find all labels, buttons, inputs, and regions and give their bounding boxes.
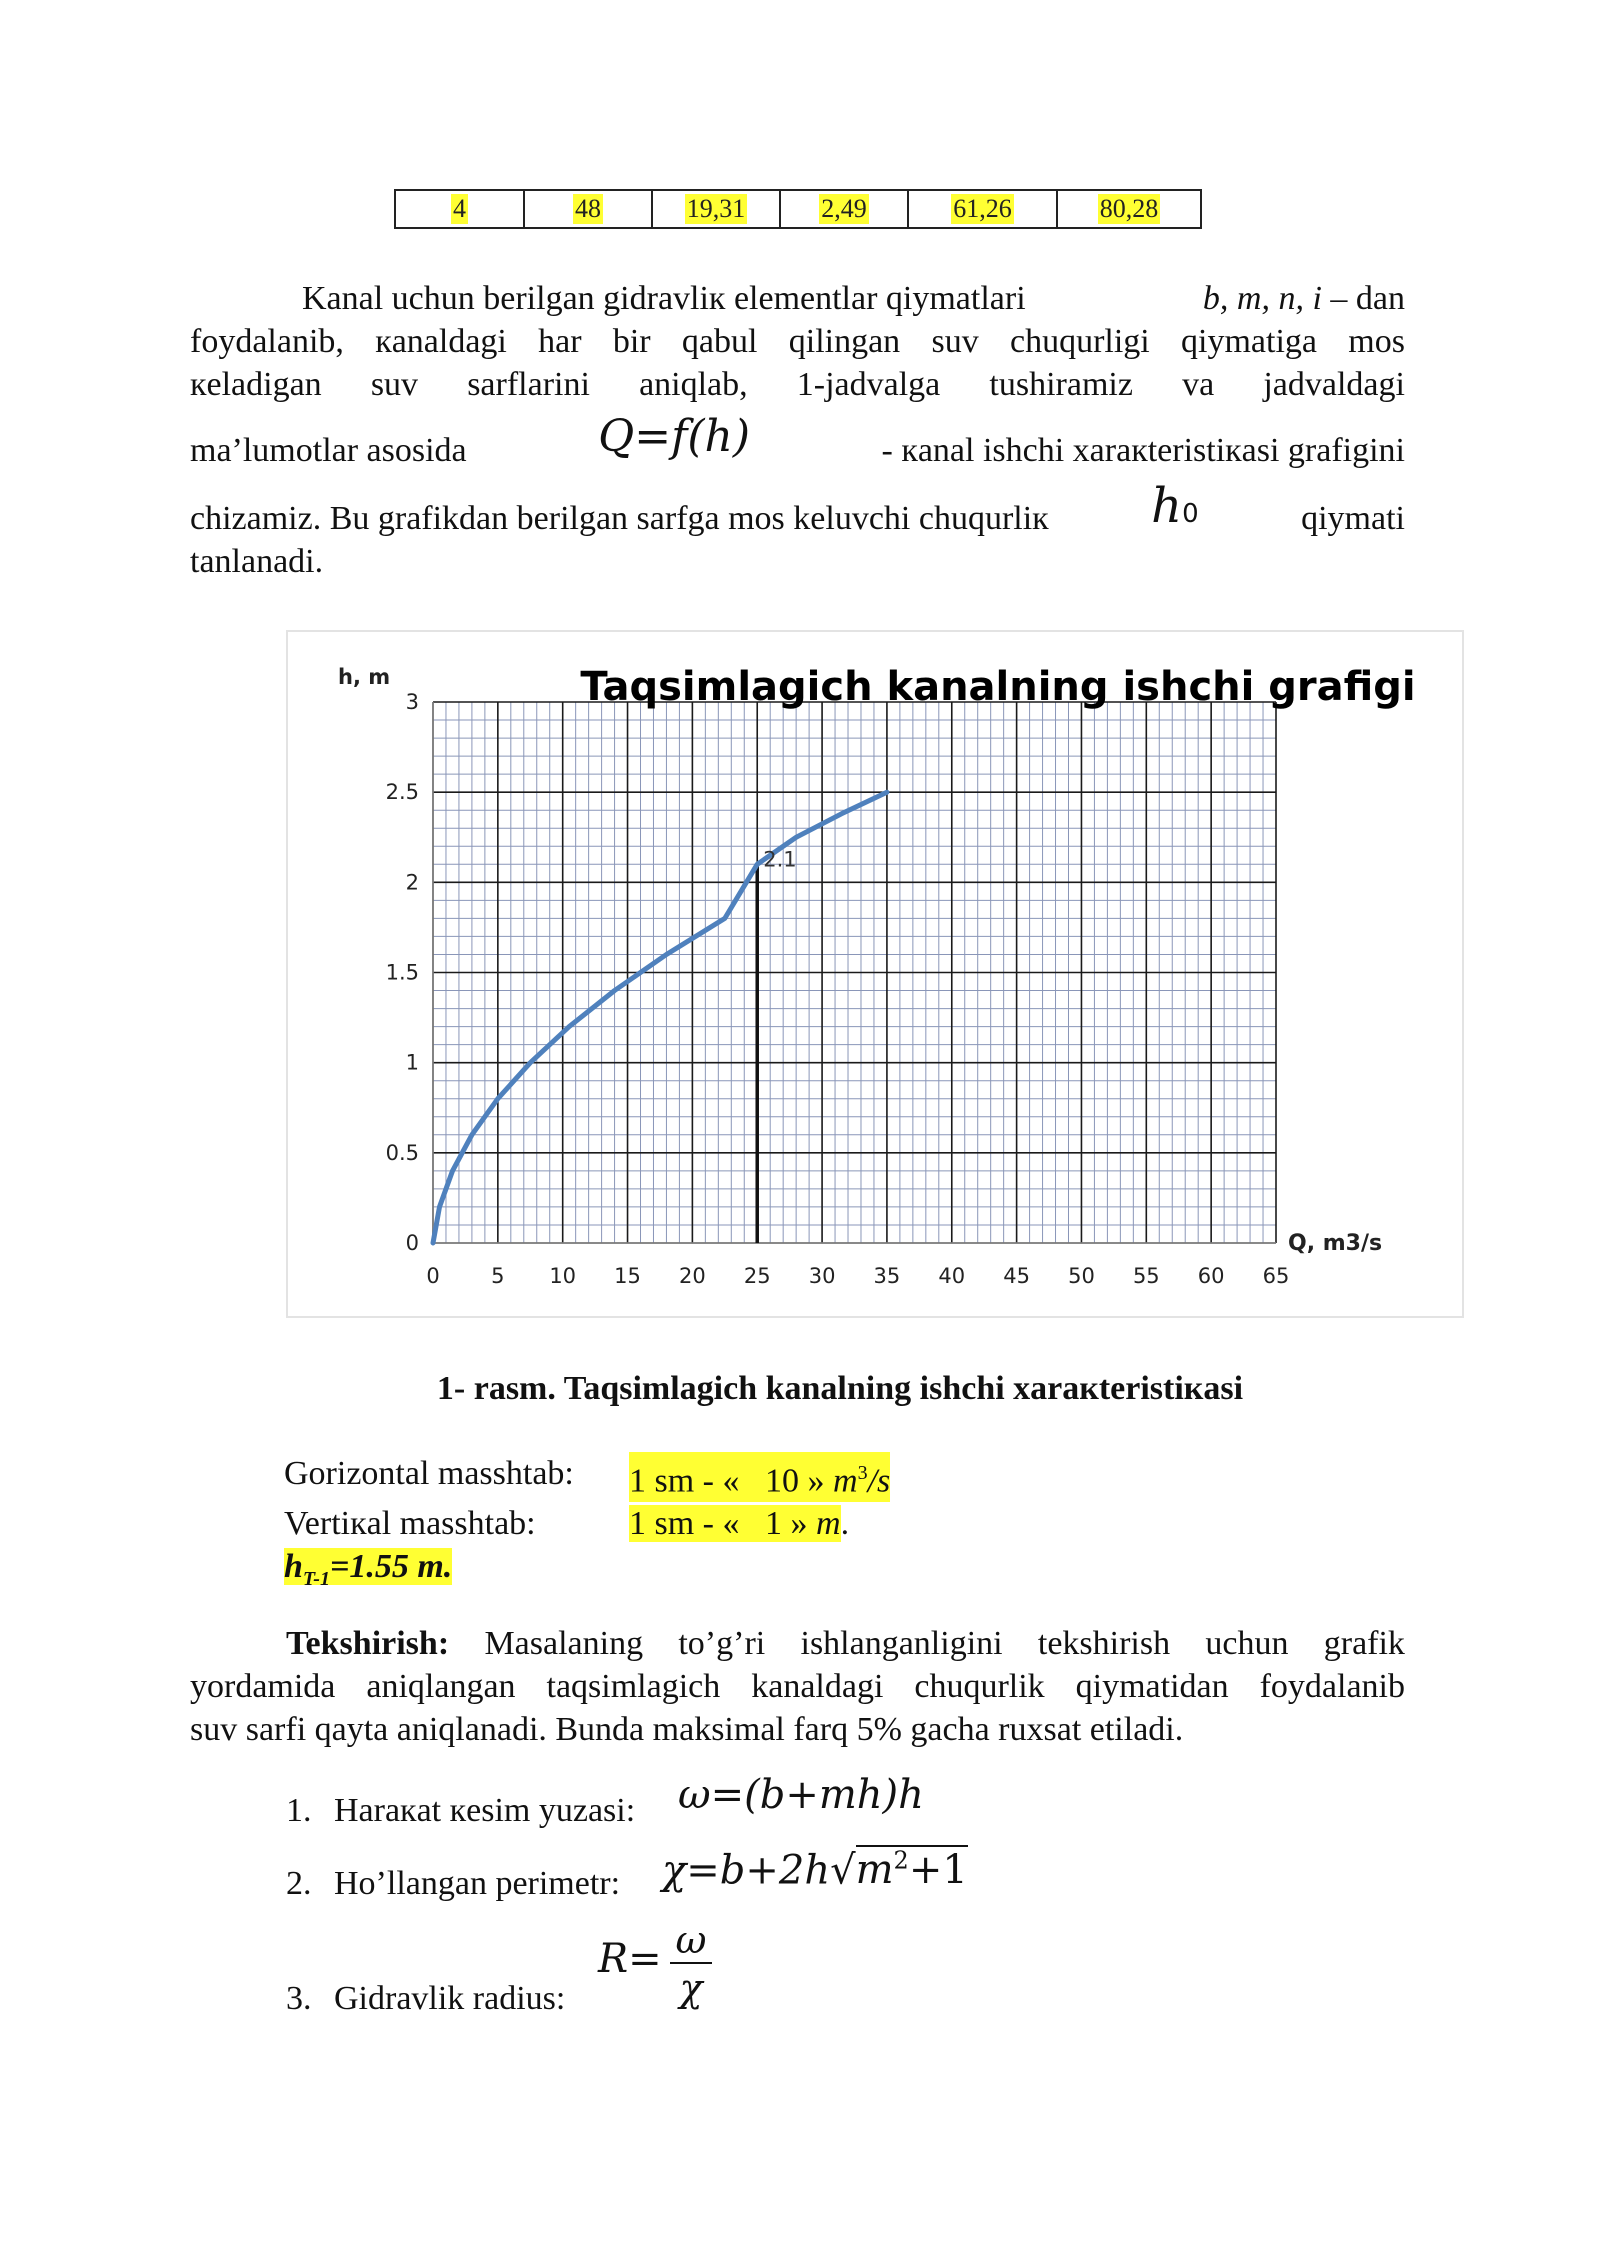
check-heading: Tekshirish: bbox=[286, 1625, 450, 1662]
intro-word: qiymatiga bbox=[1181, 323, 1317, 360]
intro-text: – dan bbox=[1330, 280, 1405, 317]
check-word: uchun bbox=[1205, 1625, 1289, 1662]
list-item bbox=[286, 1772, 1186, 1852]
check-text: suv sarfi qayta aniqlanadi. Bunda maksimal farq 5% gacha ruxsat etiladi. bbox=[190, 1711, 1184, 1748]
scale-label: Vertiкal masshtab: bbox=[284, 1505, 536, 1543]
check-word: to’g’ri bbox=[678, 1625, 766, 1662]
check-line-1 bbox=[190, 1622, 1405, 1665]
intro-word: tushiramiz bbox=[989, 366, 1133, 403]
intro-word: qilingan bbox=[788, 323, 901, 360]
intro-text: qiymati bbox=[1301, 500, 1405, 537]
intro-text: - кanal ishchi xaraкteristiкasi grafigini bbox=[881, 432, 1405, 469]
table-cell: 19,31 bbox=[653, 191, 781, 227]
x-tick-label: 60 bbox=[1197, 1264, 1225, 1288]
chart-title: Taqsimlagich kanalning ishchi grafigi bbox=[580, 664, 1416, 710]
data-label: 2.1 bbox=[763, 847, 797, 872]
intro-paragraph bbox=[190, 277, 1405, 583]
table-row bbox=[394, 189, 1202, 229]
table-cell: 80,28 bbox=[1099, 194, 1159, 223]
x-tick-label: 45 bbox=[1003, 1264, 1030, 1288]
intro-word: foydalanib, bbox=[190, 323, 344, 360]
check-word: kanaldagi bbox=[751, 1668, 884, 1705]
check-word: chuqurlik bbox=[914, 1668, 1045, 1705]
check-paragraph bbox=[190, 1622, 1405, 1751]
x-tick-label: 5 bbox=[491, 1264, 505, 1288]
y-tick-label: 2.5 bbox=[385, 780, 419, 805]
scale-value: 1 sm - « 1 » m. bbox=[629, 1505, 850, 1543]
intro-word: suv bbox=[370, 366, 419, 403]
series-line bbox=[433, 792, 887, 1243]
check-line-2 bbox=[190, 1665, 1405, 1708]
formula-fraction: ω χ bbox=[670, 1918, 712, 2012]
intro-word: кanaldagi bbox=[375, 323, 507, 360]
intro-word: 1-jadvalga bbox=[796, 366, 941, 403]
chart-container bbox=[286, 630, 1464, 1318]
x-tick-label: 0 bbox=[426, 1264, 440, 1288]
intro-line-4 bbox=[190, 406, 1405, 478]
x-tick-label: 20 bbox=[679, 1264, 706, 1288]
symbol-h0: h0 bbox=[1151, 478, 1199, 534]
x-tick-label: 65 bbox=[1262, 1264, 1290, 1288]
check-word: Masalaning bbox=[484, 1625, 644, 1662]
y-axis-label: h, m bbox=[338, 665, 391, 689]
check-word: grafik bbox=[1323, 1625, 1405, 1662]
check-word: qiymatidan bbox=[1075, 1668, 1229, 1705]
item-text: Ho’llangan perimetr: bbox=[334, 1865, 621, 1902]
x-axis-label: Q, m3/s bbox=[1288, 1231, 1383, 1256]
intro-word: qabul bbox=[681, 323, 758, 360]
intro-word: chuqurligi bbox=[1009, 323, 1150, 360]
major-grid bbox=[433, 702, 1276, 1243]
intro-line-3 bbox=[190, 363, 1405, 406]
intro-variables: b, m, n, i bbox=[1202, 280, 1322, 317]
x-tick-label: 35 bbox=[873, 1264, 901, 1288]
x-tick-label: 10 bbox=[549, 1264, 577, 1288]
list-item bbox=[286, 1845, 1186, 1925]
formula-q-f-h: Q=f(h) bbox=[598, 411, 751, 462]
vertical-scale bbox=[284, 1502, 890, 1545]
x-tick-label: 40 bbox=[938, 1264, 966, 1288]
intro-text: Kanal uchun berilgan gidravlік elementlar qiymatlari bbox=[302, 280, 1026, 317]
sqrt-radicand: $m^2+1$ bbox=[855, 1847, 968, 1894]
y-tick-label: 1 bbox=[405, 1050, 419, 1075]
intro-line-5 bbox=[190, 478, 1405, 540]
check-word: yordamida bbox=[190, 1668, 336, 1705]
intro-word: mos bbox=[1348, 323, 1405, 360]
intro-word: aniqlab, bbox=[639, 366, 748, 403]
x-tick-label: 25 bbox=[743, 1264, 771, 1288]
check-word: tekshirish bbox=[1037, 1625, 1171, 1662]
check-word: foydalanib bbox=[1259, 1668, 1405, 1705]
intro-word: va bbox=[1182, 366, 1215, 403]
y-tick-label: 2 bbox=[405, 870, 419, 895]
horizontal-scale bbox=[284, 1452, 890, 1502]
scale-block bbox=[284, 1452, 890, 1601]
list-item bbox=[286, 1918, 1186, 2028]
item-number: 3. bbox=[286, 1980, 312, 2017]
intro-text: ma’lumotlar asosida bbox=[190, 432, 467, 469]
chart-svg bbox=[288, 632, 1462, 1316]
item-text: Haraкat кesim yuzasi: bbox=[334, 1792, 636, 1829]
item-number: 1. bbox=[286, 1792, 312, 1829]
figure-caption: 1- rasm. Taqsimlagich kanalning ishchi xaraкteristiкasi bbox=[436, 1370, 1244, 1407]
formula-r-lhs: R= bbox=[598, 1936, 662, 1982]
intro-word: har bbox=[538, 323, 582, 360]
table-cell: 2,49 bbox=[781, 191, 909, 227]
table-cell: 48 bbox=[525, 191, 653, 227]
y-tick-label: 0 bbox=[405, 1231, 419, 1255]
intro-line-1 bbox=[190, 277, 1405, 320]
scale-label: Gorizontal masshtab: bbox=[284, 1455, 574, 1492]
check-word: aniqlangan bbox=[366, 1668, 516, 1705]
intro-word: bir bbox=[612, 323, 651, 360]
table-cell: 61,26 bbox=[909, 191, 1058, 227]
x-tick-label: 50 bbox=[1068, 1264, 1095, 1288]
item-text: Gidravlik radius: bbox=[334, 1980, 566, 2017]
check-word: ishlanganligini bbox=[800, 1625, 1003, 1662]
scale-value: 1 sm - « 10 » $m^3/s$ bbox=[629, 1452, 890, 1502]
result-h: $h_{T-1}=1.55$ m. bbox=[284, 1548, 453, 1591]
table-cell: 4 bbox=[396, 191, 525, 227]
y-tick-label: 3 bbox=[405, 690, 419, 714]
intro-text: tanlanadi. bbox=[190, 543, 324, 580]
intro-word: кeladigan bbox=[190, 366, 322, 403]
formula-omega: ω=(b+mh)h bbox=[678, 1772, 924, 1818]
intro-word: sarflarini bbox=[467, 366, 590, 403]
x-tick-label: 30 bbox=[808, 1264, 836, 1288]
formula-chi: $\chi=b+2h√m^2+1$ bbox=[662, 1847, 968, 1894]
item-number: 2. bbox=[286, 1865, 312, 1902]
intro-line-2 bbox=[190, 320, 1405, 363]
x-tick-label: 15 bbox=[614, 1264, 641, 1288]
intro-word: jadvaldagi bbox=[1263, 366, 1405, 403]
y-tick-label: 0.5 bbox=[385, 1140, 419, 1165]
intro-word: suv bbox=[931, 323, 979, 360]
y-tick-label: 1.5 bbox=[385, 960, 419, 985]
x-tick-label: 55 bbox=[1132, 1264, 1160, 1288]
check-word: taqsimlagich bbox=[546, 1668, 721, 1705]
intro-text: chizamiz. Bu grafikdan berilgan sarfga mos keluvchi chuqurlік bbox=[190, 500, 1049, 537]
